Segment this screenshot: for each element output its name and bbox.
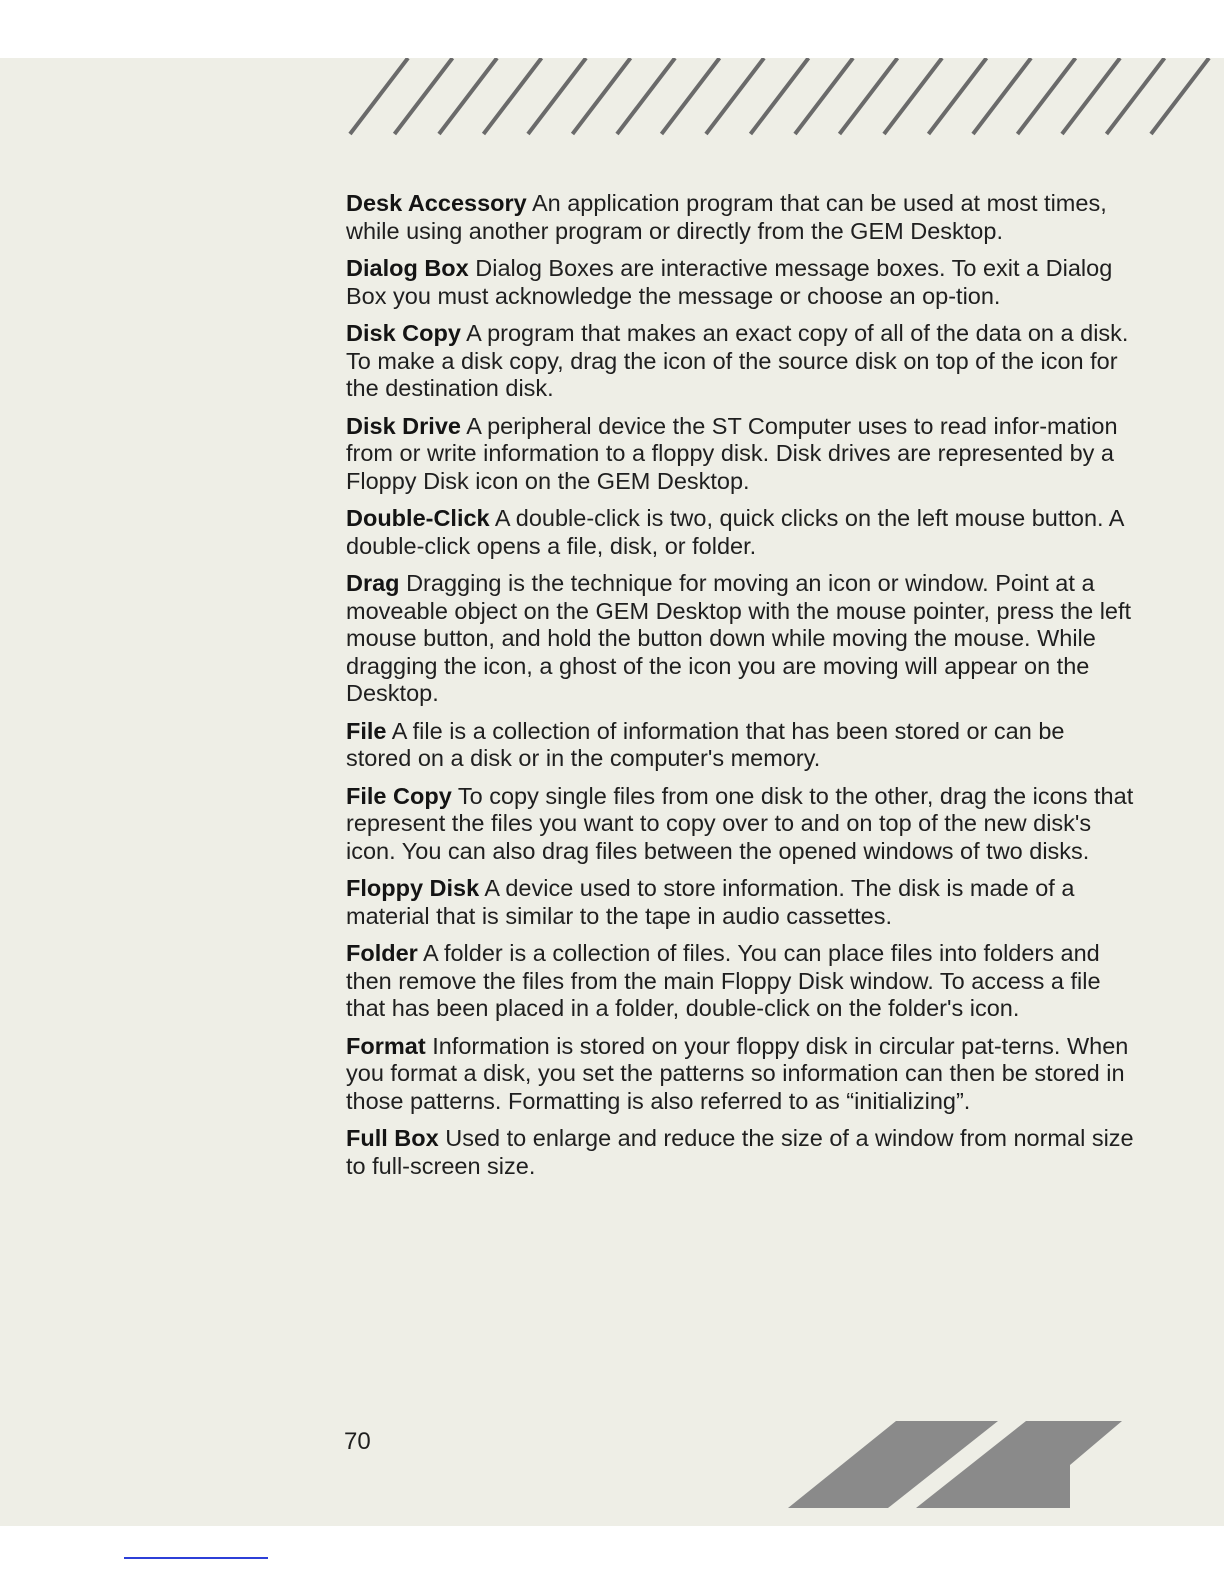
glossary-term: Disk Drive bbox=[346, 412, 461, 439]
glossary-definition: A peripheral device the ST Computer uses to read infor-mation from or write information to a floppy disk. Disk drives are represented by a Floppy Disk icon on the GEM Desktop. bbox=[346, 412, 1118, 494]
glossary-entry bbox=[346, 940, 1136, 1023]
glossary-entry bbox=[346, 570, 1136, 708]
glossary-entry bbox=[346, 190, 1136, 245]
glossary-entry bbox=[346, 413, 1136, 496]
glossary-definition: A device used to store information. The disk is made of a material that is similar to the tape in audio cassettes. bbox=[346, 875, 1075, 929]
glossary-definition: A file is a collection of information that has been stored or can be stored on a disk or in the computer's memory. bbox=[346, 717, 1065, 771]
glossary-definition: A program that makes an exact copy of all of the data on a disk. To make a disk copy, drag the icon of the source disk on top of the icon for the destination disk. bbox=[346, 320, 1129, 401]
glossary-term: Drag bbox=[346, 570, 400, 596]
glossary-entry bbox=[346, 1033, 1136, 1116]
glossary-definition: A folder is a collection of files. You can place files into folders and then remove the files from the main Floppy Disk window. To access a file that has been placed in a folder, double-click on the folder's icon. bbox=[346, 940, 1101, 1021]
glossary-term: Desk Accessory bbox=[346, 190, 527, 216]
glossary-entry bbox=[346, 1125, 1136, 1180]
glossary-definition: Information is stored on your floppy disk in circular pat-terns. When you format a disk, you set the patterns so information can then be stored in those patterns. Formatting is also referred to as “initializing”. bbox=[346, 1032, 1129, 1114]
glossary-term: File Copy bbox=[346, 782, 452, 809]
glossary-entry bbox=[346, 718, 1136, 773]
glossary-entry bbox=[346, 783, 1136, 866]
glossary-entry bbox=[346, 320, 1136, 403]
glossary-entry bbox=[346, 875, 1136, 930]
glossary-term: Format bbox=[346, 1032, 426, 1059]
glossary-term: Floppy Disk bbox=[346, 875, 480, 901]
glossary-definition: Dragging is the technique for moving an icon or window. Point at a moveable object on the GEM Desktop with the mouse pointer, press the left mouse button, and hold the button down while moving the mouse. While dragging the icon, a ghost of the icon you are moving will appear on the Desktop. bbox=[346, 570, 1132, 706]
page-number: 70 bbox=[344, 1428, 371, 1455]
glossary-definition: A double-click is two, quick clicks on the left mouse button. A double-click opens a file, disk, or folder. bbox=[346, 505, 1124, 559]
glossary-definition: To copy single files from one disk to the other, drag the icons that represent the files you want to copy over to and on top of the new disk's icon. You can also drag files between the opened windows of two disks. bbox=[346, 782, 1134, 864]
glossary-definition: Dialog Boxes are interactive message boxes. To exit a Dialog Box you must acknowledge the message or choose an op-tion. bbox=[346, 255, 1113, 309]
glossary-term: Full Box bbox=[346, 1125, 439, 1151]
glossary-definition: Used to enlarge and reduce the size of a window from normal size to full-screen size. bbox=[346, 1125, 1134, 1179]
glossary-entry bbox=[346, 505, 1136, 560]
glossary-term: Dialog Box bbox=[346, 255, 469, 281]
glossary-term: File bbox=[346, 717, 387, 744]
glossary-term: Folder bbox=[346, 940, 418, 966]
glossary-entry bbox=[346, 255, 1136, 310]
glossary-term: Disk Copy bbox=[346, 320, 461, 346]
glossary-definition: An application program that can be used at most times, while using another program or directly from the GEM Desktop. bbox=[346, 190, 1107, 244]
glossary-term: Double-Click bbox=[346, 505, 490, 531]
glossary-list bbox=[346, 190, 1136, 1190]
footer-rule bbox=[124, 1557, 268, 1559]
